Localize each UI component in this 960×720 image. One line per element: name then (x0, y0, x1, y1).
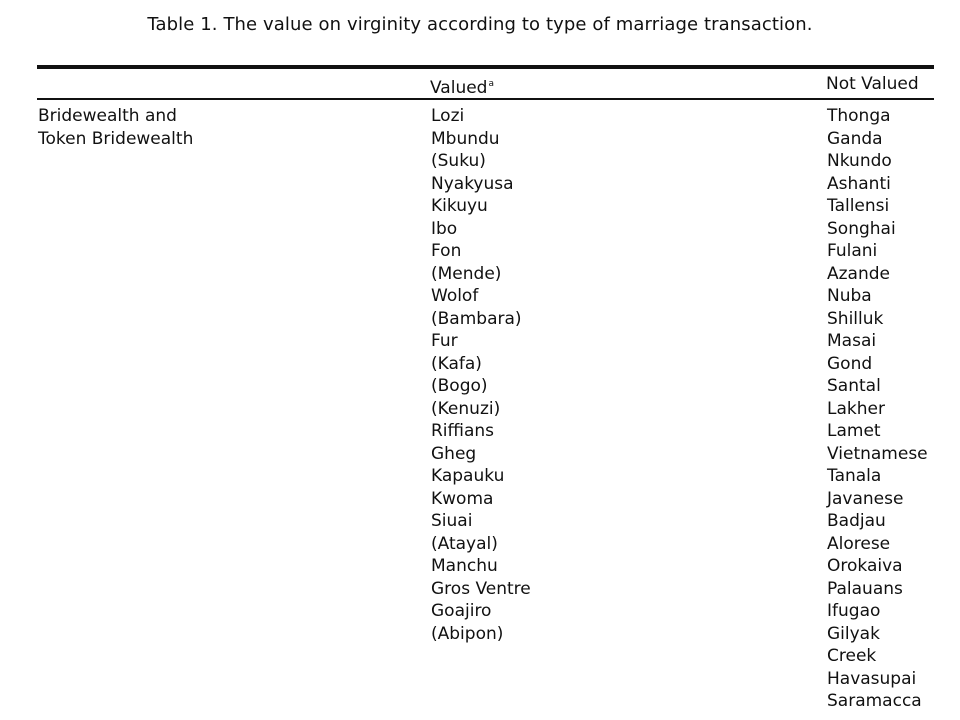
society-name: (Atayal) (431, 533, 498, 554)
society-name: Ashanti (827, 173, 891, 194)
society-name: (Kenuzi) (431, 398, 501, 419)
valued-label: Valued (430, 78, 488, 98)
society-name: Tanala (827, 466, 882, 486)
top-rule (37, 65, 934, 69)
row-label-line: Bridewealth and (38, 106, 177, 126)
column-header-not-valued: Not Valued (826, 74, 919, 94)
header-rule (37, 98, 934, 100)
society-name: Azande (827, 263, 890, 284)
society-name: Nuba (827, 286, 872, 306)
society-name: Havasupai (827, 668, 917, 689)
society-name: Palauans (827, 578, 903, 599)
society-name: Gheg (431, 443, 477, 464)
society-name: Creek (827, 646, 877, 666)
society-name: Nyakyusa (431, 173, 514, 194)
society-name: Badjau (827, 511, 886, 531)
society-name: Fulani (827, 241, 878, 261)
society-name: Ganda (827, 128, 883, 149)
society-name: Fon (431, 241, 462, 261)
society-name: Nkundo (827, 151, 892, 171)
society-name: Riffians (431, 421, 495, 441)
society-name: Kwoma (431, 488, 494, 509)
society-name: Thonga (827, 106, 891, 126)
society-name: Santal (827, 376, 881, 396)
society-name: Tallensi (827, 196, 890, 216)
not-valued-list (827, 105, 928, 713)
society-name: Masai (827, 331, 877, 351)
society-name: Gros Ventre (431, 578, 531, 599)
society-name: Goajiro (431, 601, 492, 621)
society-name: (Suku) (431, 151, 486, 171)
society-name: (Mende) (431, 263, 502, 284)
society-name: Ifugao (827, 601, 881, 621)
society-name: Kapauku (431, 466, 505, 486)
society-name: Javanese (827, 488, 904, 509)
society-name: Kikuyu (431, 196, 488, 216)
society-name: Fur (431, 331, 458, 351)
society-name: Ibo (431, 218, 458, 239)
society-name: (Bogo) (431, 376, 488, 396)
society-name: Gond (827, 353, 873, 374)
society-name: Wolof (431, 286, 479, 306)
row-label-line: Token Bridewealth (38, 128, 194, 149)
society-name: Saramacca (827, 691, 922, 711)
society-name: Alorese (827, 533, 891, 554)
society-name: Mbundu (431, 128, 500, 149)
society-name: Siuai (431, 511, 473, 531)
row-label (38, 105, 193, 150)
society-name: (Bambara) (431, 308, 522, 329)
society-name: Shilluk (827, 308, 884, 329)
valued-list (431, 105, 531, 645)
society-name: (Abipon) (431, 623, 504, 644)
table-caption: Table 1. The value on virginity according to type of marriage transaction. (147, 14, 813, 35)
society-name: Manchu (431, 556, 498, 576)
column-header-valued (430, 73, 494, 99)
society-name: (Kafa) (431, 353, 482, 374)
society-name: Vietnamese (827, 443, 928, 464)
footnote-mark: a (488, 79, 494, 89)
society-name: Lamet (827, 421, 881, 441)
society-name: Lakher (827, 398, 885, 419)
society-name: Gilyak (827, 623, 880, 644)
society-name: Lozi (431, 106, 465, 126)
society-name: Songhai (827, 218, 896, 239)
society-name: Orokaiva (827, 556, 903, 576)
